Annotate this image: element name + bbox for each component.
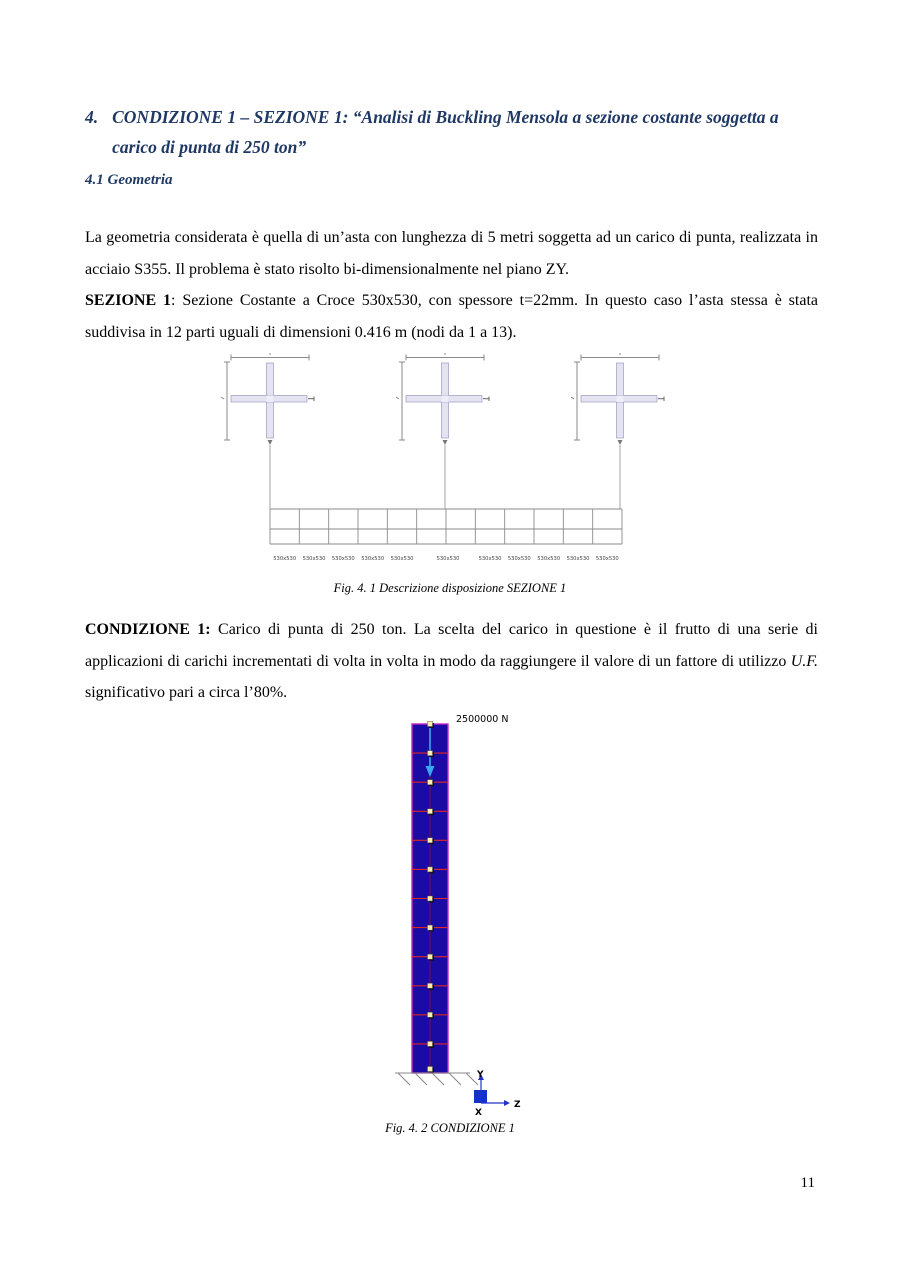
axes-icon: [474, 1070, 521, 1118]
condizione-tail: significativo pari a circa l’80%.: [85, 684, 288, 701]
discretization-grid: [270, 509, 622, 544]
svg-text:530x530: 530x530: [273, 556, 297, 562]
segment-labels: [273, 556, 618, 562]
sezione-rest: : Sezione Costante a Croce 530x530, con spessore t=22mm. In questo caso l’asta stessa è stata suddivisa in 12 parti uguali di dimensioni 0.416 m (nodi da 1 a 13).: [85, 292, 819, 341]
svg-text:530x530: 530x530: [478, 556, 502, 562]
figure1-caption: Fig. 4. 1 Descrizione disposizione SEZIONE 1: [333, 581, 567, 595]
support-hatching: [395, 1073, 478, 1085]
page-number: 11: [800, 1175, 815, 1191]
uf-abbr: U.F.: [790, 652, 818, 670]
svg-text:530x530: 530x530: [302, 556, 326, 562]
axis-y-label: Y: [477, 1070, 484, 1080]
figure-column-model: [370, 706, 590, 1118]
svg-text:530x530: 530x530: [331, 556, 355, 562]
svg-text:530x530: 530x530: [566, 556, 590, 562]
svg-text:530x530: 530x530: [390, 556, 414, 562]
figure-cross-sections: [198, 352, 676, 570]
subsection-heading: 4.1 Geometria: [85, 172, 173, 188]
svg-text:530x530: 530x530: [436, 556, 460, 562]
condizione-lead: CONDIZIONE 1:: [85, 621, 211, 638]
section-heading: [85, 102, 830, 162]
condizione-mid: Carico di punta di 250 ton. La scelta del carico in questione è il frutto di una serie di applicazioni di carichi incrementati di volta in volta in modo da raggiungere il valore di un fattore di utilizzo: [85, 621, 818, 670]
sezione-lead: SEZIONE 1: [85, 292, 172, 309]
paragraph-sezione: [85, 285, 818, 348]
load-value-label: 2500000 N: [456, 714, 509, 725]
figure2-caption: Fig. 4. 2 CONDIZIONE 1: [385, 1121, 515, 1135]
heading-text: CONDIZIONE 1 – SEZIONE 1: “Analisi di Buckling Mensola a sezione costante soggetta a carico di punta di 250 ton”: [112, 107, 779, 157]
axis-z-label: Z: [514, 1100, 521, 1110]
paragraph-condizione: [85, 614, 818, 709]
svg-text:530x530: 530x530: [507, 556, 531, 562]
paragraph-geometry: La geometria considerata è quella di un’asta con lunghezza di 5 metri soggetta ad un carico di punta, realizzata in acciaio S355. Il problema è stato risolto bi-dimensionalmente nel piano ZY.: [85, 229, 818, 278]
cross-section-left: [221, 354, 314, 445]
cross-section-right: [571, 354, 664, 445]
svg-text:530x530: 530x530: [537, 556, 561, 562]
axis-x-label: X: [475, 1108, 482, 1118]
svg-text:530x530: 530x530: [361, 556, 385, 562]
svg-text:530x530: 530x530: [595, 556, 619, 562]
cross-section-middle: [396, 354, 489, 445]
heading-number: 4.: [85, 107, 99, 127]
